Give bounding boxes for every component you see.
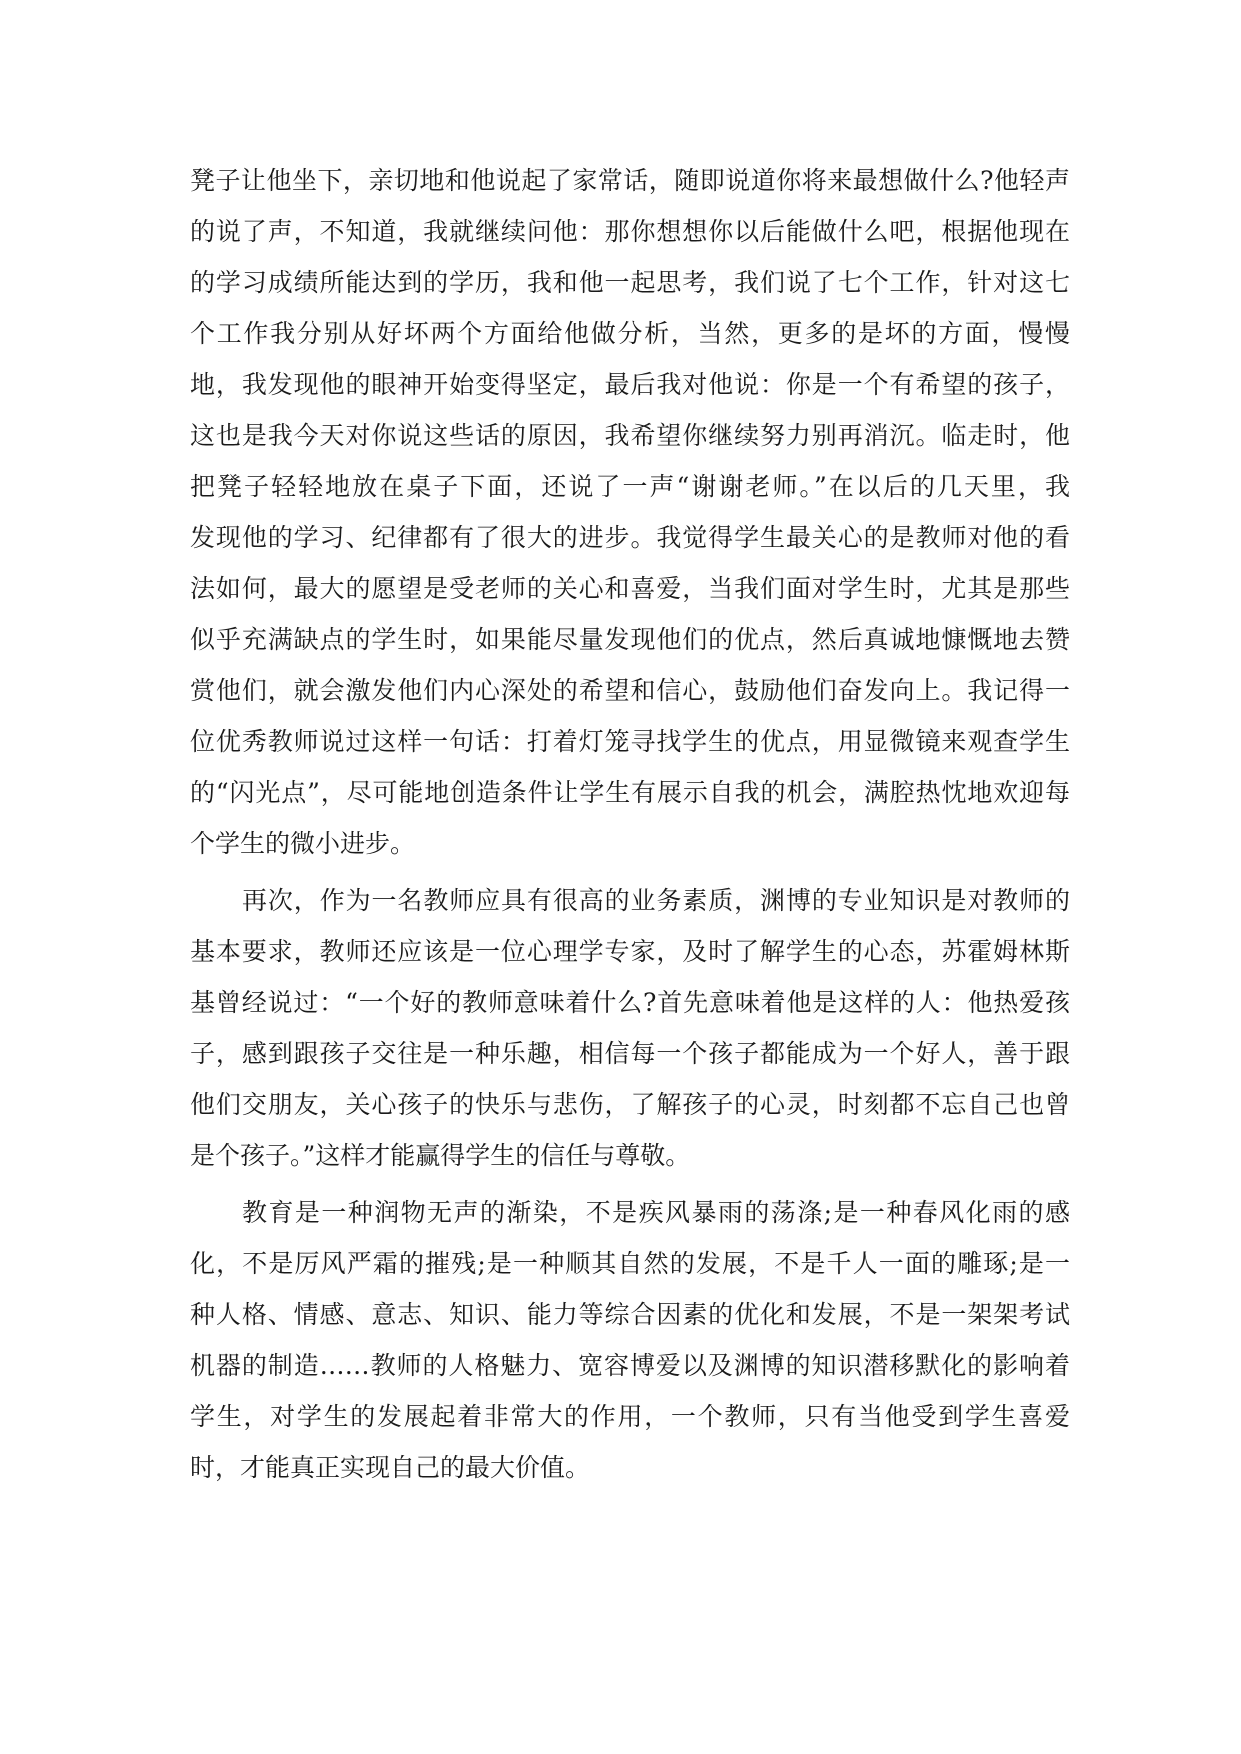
text-line: 化，不是厉风严霜的摧残;是一种顺其自然的发展，不是千人一面的雕琢;是一 [190,1249,1070,1278]
text-line: 似乎充满缺点的学生时，如果能尽量发现他们的优点，然后真诚地慷慨地去赞 [190,625,1070,654]
text-line: 的说了声，不知道，我就继续问他：那你想想你以后能做什么吧，根据他现在 [190,217,1070,246]
text-line: 机器的制造……教师的人格魅力、宽容博爱以及渊博的知识潜移默化的影响着 [190,1351,1070,1380]
text-line: 学生，对学生的发展起着非常大的作用，一个教师，只有当他受到学生喜爱 [190,1402,1070,1431]
text-line: 凳子让他坐下，亲切地和他说起了家常话，随即说道你将来最想做什么?他轻声 [190,166,1070,195]
text-line: 法如何，最大的愿望是受老师的关心和喜爱，当我们面对学生时，尤其是那些 [190,574,1070,603]
text-line: 地，我发现他的眼神开始变得坚定，最后我对他说：你是一个有希望的孩子， [190,370,1070,399]
text-line: 发现他的学习、纪律都有了很大的进步。我觉得学生最关心的是教师对他的看 [190,523,1070,552]
paragraph-3 [190,1187,1070,1493]
text-line: 种人格、情感、意志、知识、能力等综合因素的优化和发展，不是一架架考试 [190,1300,1070,1329]
text-line: 教育是一种润物无声的渐染，不是疾风暴雨的荡涤;是一种春风化雨的感 [242,1198,1070,1227]
text-line: 个工作我分别从好坏两个方面给他做分析，当然，更多的是坏的方面，慢慢 [190,319,1070,348]
text-line: 子，感到跟孩子交往是一种乐趣，相信每一个孩子都能成为一个好人，善于跟 [190,1039,1070,1068]
text-line: 这也是我今天对你说这些话的原因，我希望你继续努力别再消沉。临走时，他 [190,421,1070,450]
text-line: 的“闪光点”，尽可能地创造条件让学生有展示自我的机会，满腔热忱地欢迎每 [190,778,1070,807]
text-line: 再次，作为一名教师应具有很高的业务素质，渊博的专业知识是对教师的 [242,886,1070,915]
text-line: 位优秀教师说过这样一句话：打着灯笼寻找学生的优点，用显微镜来观查学生 [190,727,1070,756]
text-line: 赏他们，就会激发他们内心深处的希望和信心，鼓励他们奋发向上。我记得一 [190,676,1070,705]
text-line: 他们交朋友，关心孩子的快乐与悲伤，了解孩子的心灵，时刻都不忘自己也曾 [190,1090,1070,1119]
text-line: 个学生的微小进步。 [190,829,416,858]
paragraph-2 [190,875,1070,1181]
text-line: 基本要求，教师还应该是一位心理学专家，及时了解学生的心态，苏霍姆林斯 [190,937,1070,966]
text-line: 是个孩子。”这样才能赢得学生的信任与尊敬。 [190,1141,691,1170]
text-line: 的学习成绩所能达到的学历，我和他一起思考，我们说了七个工作，针对这七 [190,268,1070,297]
text-line: 把凳子轻轻地放在桌子下面，还说了一声“谢谢老师。”在以后的几天里，我 [190,472,1070,501]
paragraph-1 [190,155,1070,869]
document-body [190,155,1070,1493]
text-line: 基曾经说过：“一个好的教师意味着什么?首先意味着他是这样的人：他热爱孩 [190,988,1070,1017]
text-line: 时，才能真正实现自己的最大价值。 [190,1453,591,1482]
